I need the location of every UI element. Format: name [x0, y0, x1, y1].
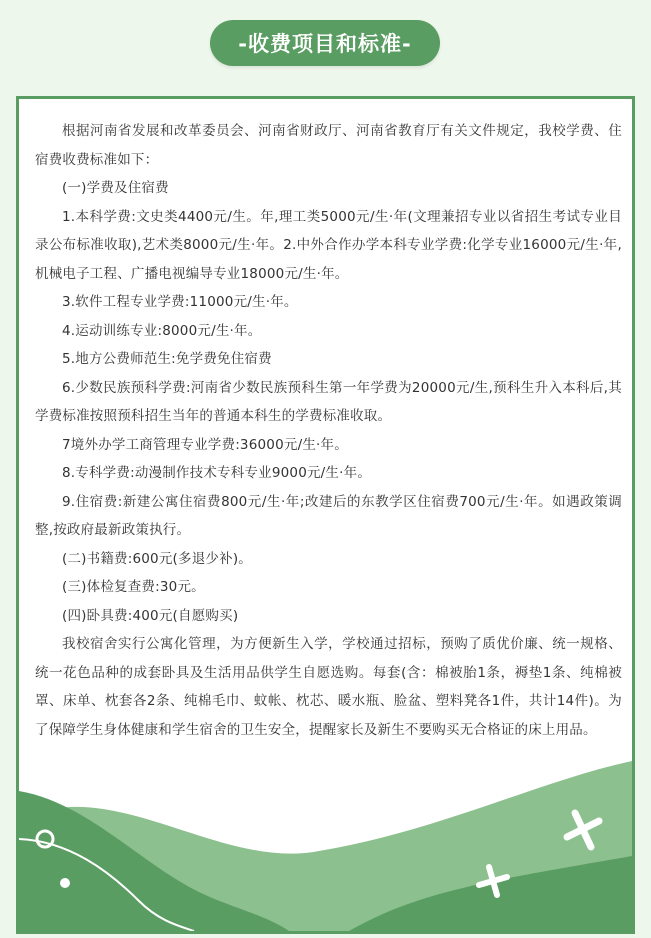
closing-paragraph: 我校宿舍实行公寓化管理，为方便新生入学，学校通过招标，预购了质优价廉、统一规格、统一花色品种的成套卧具及生活用品供学生自愿选购。每套(含：棉被胎1条，褥垫1条、纯棉被罩、床单、枕套各2条、纯棉毛巾、蚊帐、枕芯、暖水瓶、脸盆、塑料凳各1件，共计14件)。为了保障学生身体健康和学生宿舍的卫生安全，提醒家长及新生不要购买无合格证的床上用品。 [35, 636, 622, 738]
fee-item: (三)体检复查费:30元。 [62, 579, 205, 595]
fee-item: 8.专科学费:动漫制作技术专科专业9000元/生·年。 [62, 465, 372, 481]
dot-node [60, 878, 70, 888]
fee-item: 4.运动训练专业:8000元/生·年。 [62, 322, 262, 339]
fee-text [35, 117, 622, 744]
fee-item: (四)卧具费:400元(自愿购买) [62, 607, 239, 624]
intro-paragraph: 根据河南省发展和改革委员会、河南省财政厅、河南省教育厅有关文件规定，我校学费、住宿费收费标准如下： [35, 123, 622, 168]
fee-item: (二)书籍费:600元(多退少补)。 [62, 550, 252, 567]
fee-item: 3.软件工程专业学费:11000元/生·年。 [62, 294, 298, 310]
section-title: -收费项目和标准- [210, 20, 440, 66]
decorative-waves [19, 761, 632, 931]
fee-item: (一)学费及住宿费 [62, 180, 169, 196]
fee-item: 9.住宿费:新建公寓住宿费800元/生·年;改建后的东教学区住宿费700元/生·年。如遇政策调整,按政府最新政策执行。 [35, 493, 622, 538]
fee-item: 6.少数民族预科学费:河南省少数民族预科生第一年学费为20000元/生,预科生升入本科后,其学费标准按照预科招生当年的普通本科生的学费标准收取。 [35, 379, 622, 424]
fee-item: 5.地方公费师范生:免学费免住宿费 [62, 351, 272, 367]
fee-item: 7境外办学工商管理专业学费:36000元/生·年。 [62, 436, 348, 453]
fee-standards-card [16, 96, 635, 934]
fee-item: 1.本科学费:文史类4400元/生。年,理工类5000元/生·年(文理兼招专业以省招生考试专业目录公布标准收取),艺术类8000元/生·年。2.中外合作办学本科专业学费:化学专业16000元/生·年,机械电子工程、广播电视编导专业18000元/生·年。 [35, 208, 622, 282]
